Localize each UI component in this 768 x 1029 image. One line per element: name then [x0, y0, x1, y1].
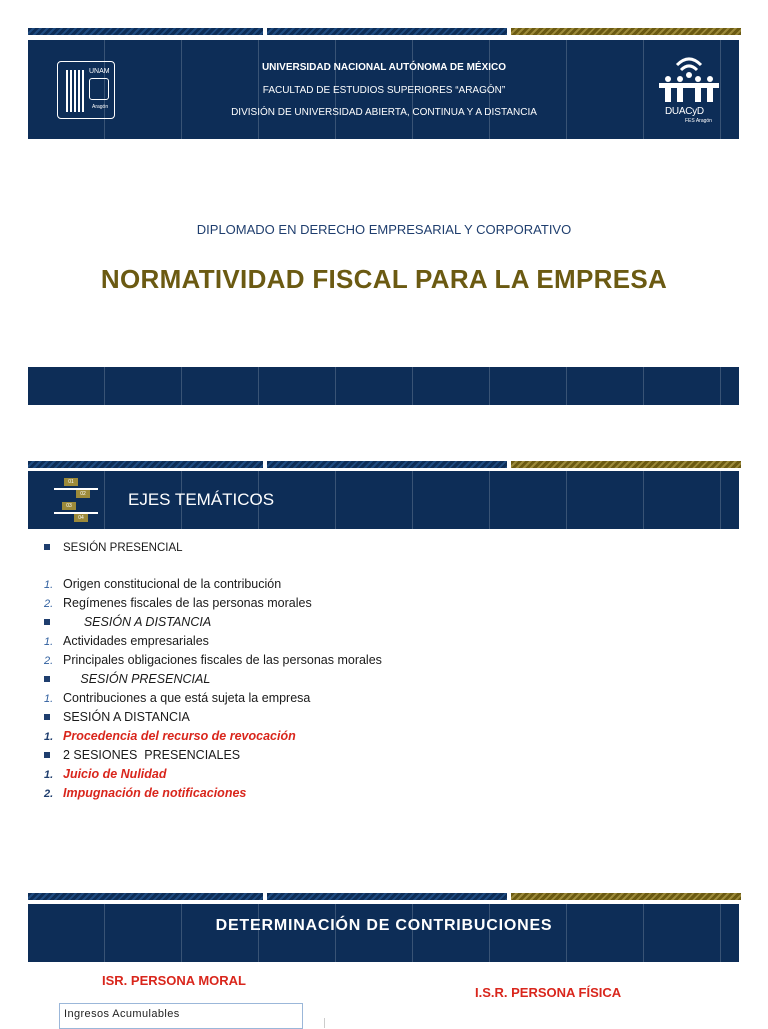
list-item-text: Actividades empresariales — [63, 634, 209, 648]
bullet-icon — [44, 714, 50, 720]
duacyd-logo-text: DUACyD — [665, 106, 704, 117]
list-item — [44, 577, 281, 591]
list-item — [44, 634, 209, 648]
list-item-marker: 2. — [44, 655, 54, 667]
faculty-name: FACULTAD DE ESTUDIOS SUPERIORES “ARAGÓN” — [262, 85, 506, 96]
steps-icon — [52, 476, 100, 522]
list-item-marker: 2. — [44, 788, 54, 800]
program-name: DIPLOMADO EN DERECHO EMPRESARIAL Y CORPORATIVO — [196, 222, 572, 237]
list-item-text: SESIÓN A DISTANCIA — [63, 710, 190, 724]
list-item-marker: 1. — [44, 731, 54, 743]
unam-logo-text: UNAM — [89, 68, 110, 75]
duacyd-logo-icon — [657, 55, 721, 107]
list-item-text: SESIÓN A DISTANCIA — [63, 615, 212, 629]
list-item-text: Origen constitucional de la contribución — [63, 577, 282, 591]
list-item — [44, 767, 167, 781]
list-item-marker: 1. — [44, 636, 54, 648]
top-stripe — [28, 28, 741, 35]
list-item-marker: 1. — [44, 693, 54, 705]
duacyd-logo-sub: FES Aragón — [685, 118, 712, 124]
list-item-text: Principales obligaciones fiscales de las personas morales — [63, 653, 382, 667]
step-chip: 04 — [74, 514, 88, 522]
list-item-marker: 2. — [44, 598, 54, 610]
list-item — [44, 615, 211, 629]
heading-persona-moral: ISR. PERSONA MORAL — [102, 973, 246, 988]
det-stripe — [28, 893, 741, 900]
list-item-text: Regímenes fiscales de las personas morales — [63, 596, 312, 610]
bullet-icon — [44, 619, 50, 625]
ingresos-field: Ingresos Acumulables — [59, 1003, 303, 1029]
section-title: DETERMINACIÓN DE CONTRIBUCIONES — [215, 917, 553, 934]
footer-band — [28, 367, 739, 405]
list-item-text: 2 SESIONES PRESENCIALES — [63, 748, 241, 762]
step-chip: 01 — [64, 478, 78, 486]
step-chip: 03 — [62, 502, 76, 510]
list-item-text: Procedencia del recurso de revocación — [63, 729, 296, 743]
step-chip: 02 — [76, 490, 90, 498]
list-item — [44, 748, 240, 762]
divider — [324, 1018, 325, 1028]
list-item — [44, 710, 190, 724]
section-title: EJES TEMÁTICOS — [128, 490, 275, 509]
list-item-text: SESIÓN PRESENCIAL — [63, 542, 183, 554]
list-item — [44, 786, 246, 800]
list-item — [44, 729, 296, 743]
list-item-text: Contribuciones a que está sujeta la empresa — [63, 691, 311, 705]
heading-persona-fisica: I.S.R. PERSONA FÍSICA — [475, 985, 622, 1000]
bullet-icon — [44, 752, 50, 758]
unam-logo-sub: Aragón — [92, 104, 109, 110]
list-item-text: SESIÓN PRESENCIAL — [63, 672, 211, 686]
course-title: NORMATIVIDAD FISCAL PARA LA EMPRESA — [100, 264, 668, 294]
bullet-icon — [44, 676, 50, 682]
list-item — [44, 540, 183, 554]
list-item-text: Impugnación de notificaciones — [63, 786, 247, 800]
bullet-icon — [44, 544, 50, 550]
ejes-stripe — [28, 461, 741, 468]
division-name: DIVISIÓN DE UNIVERSIDAD ABIERTA, CONTINUA Y A DISTANCIA — [231, 107, 537, 118]
university-name: UNIVERSIDAD NACIONAL AUTÓNOMA DE MÉXICO — [261, 62, 507, 73]
list-item — [44, 691, 310, 705]
list-item — [44, 653, 382, 667]
list-item-marker: 1. — [44, 769, 54, 781]
list-item-text: Juicio de Nulidad — [63, 767, 167, 781]
list-item — [44, 672, 210, 686]
list-item — [44, 596, 312, 610]
list-item-marker: 1. — [44, 579, 54, 591]
